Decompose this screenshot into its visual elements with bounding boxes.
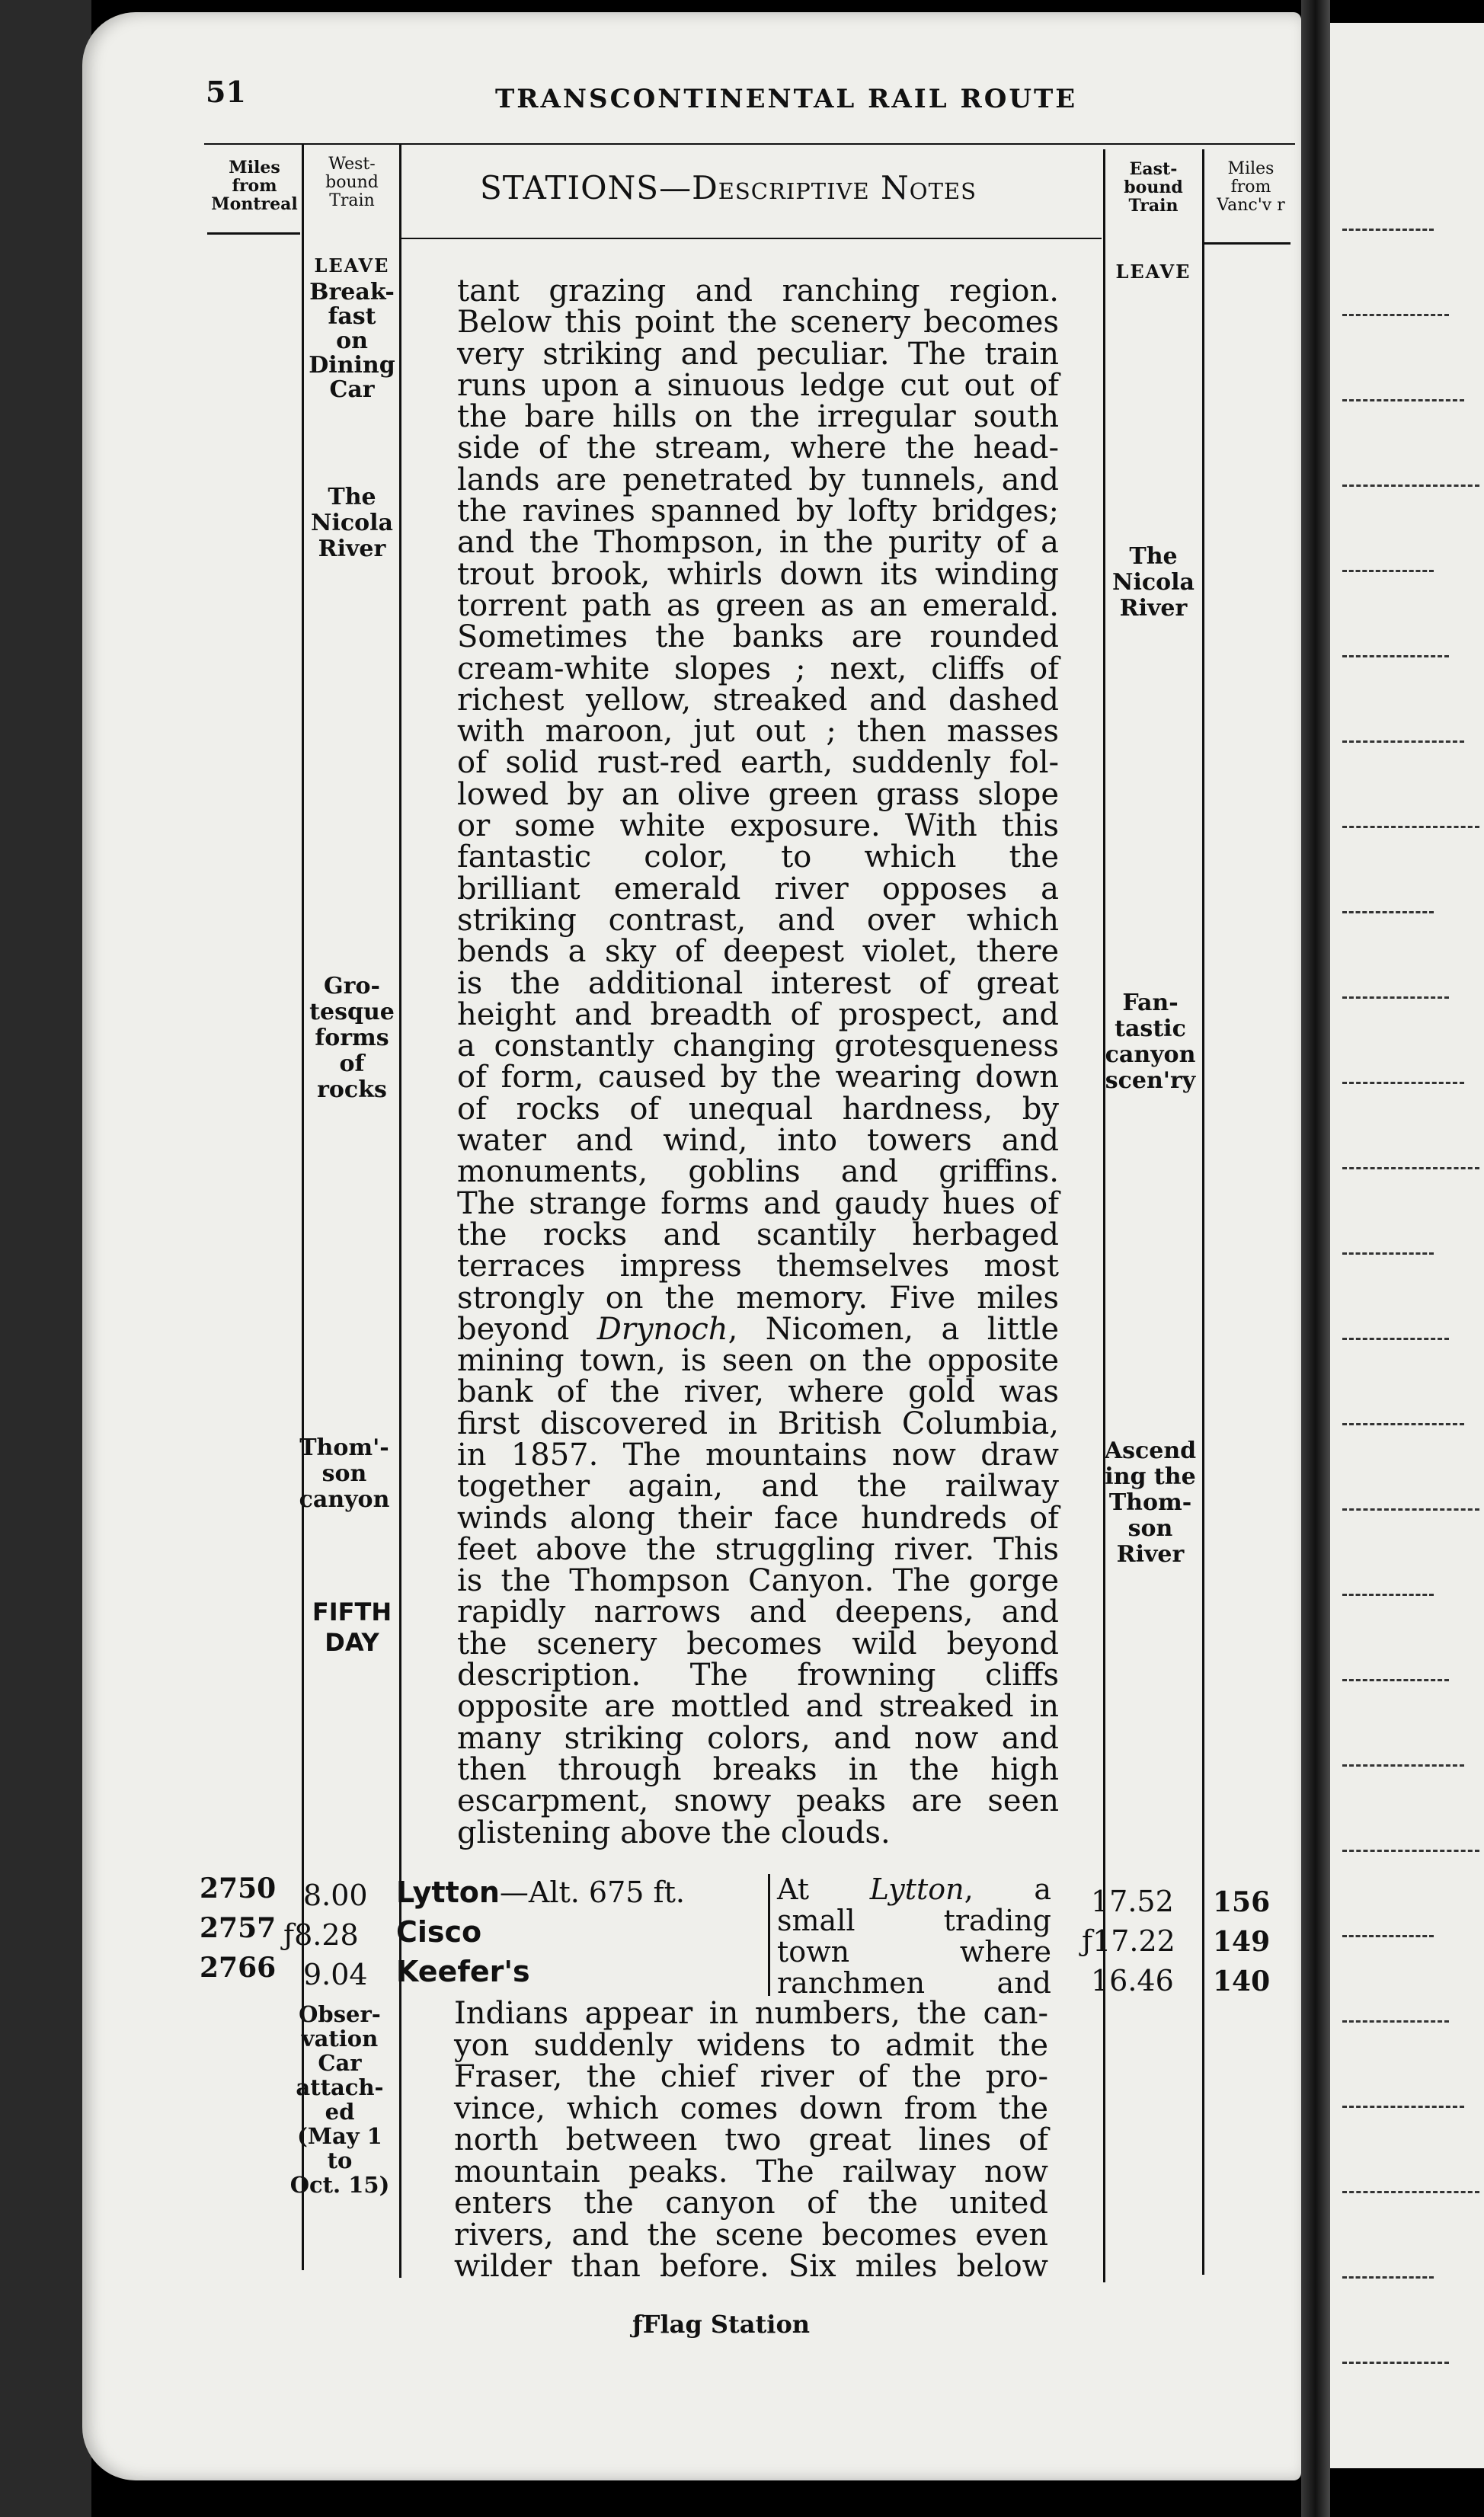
westbound-note-breakfast bbox=[305, 280, 399, 402]
bleed-dash bbox=[1342, 2106, 1464, 2110]
westbound-time-lytton: 8.00 bbox=[303, 1879, 368, 1912]
col-text: Miles bbox=[229, 158, 280, 178]
facing-page-edge bbox=[1330, 23, 1484, 2468]
col-eastbound-train bbox=[1106, 160, 1201, 215]
westbound-time-keefers: 9.04 bbox=[303, 1958, 368, 1991]
text-line: water and wind, into towers and bbox=[457, 1123, 1059, 1159]
note-line: forms bbox=[315, 1025, 389, 1051]
station-cisco bbox=[396, 1915, 481, 1949]
text-line: feet above the struggling river. This bbox=[457, 1531, 1059, 1567]
text-line: beyond Drynoch, Nicomen, a little bbox=[457, 1311, 1059, 1347]
bleed-dash bbox=[1342, 911, 1434, 916]
text-line: ranchmen and bbox=[777, 1966, 1051, 2000]
text-line: glistening above the clouds. bbox=[457, 1815, 891, 1850]
text-line: monuments, goblins and griffins. bbox=[457, 1154, 1059, 1190]
miles-vancouver-keefers: 140 bbox=[1213, 1965, 1271, 1997]
station-keefers bbox=[396, 1955, 530, 1988]
col-text: Montreal bbox=[211, 194, 298, 214]
page-number: 51 bbox=[206, 75, 246, 109]
col-text: bound bbox=[325, 173, 379, 192]
text-line: and the Thompson, in the purity of a bbox=[457, 525, 1059, 561]
note-line: The bbox=[1129, 543, 1178, 570]
col-text: from bbox=[1230, 178, 1271, 197]
note-line: DAY bbox=[325, 1628, 379, 1657]
column-rule-3 bbox=[1103, 149, 1105, 2282]
eastbound-note-ascending bbox=[1097, 1438, 1204, 1568]
text-line: bank of the river, where gold was bbox=[457, 1374, 1059, 1410]
bleed-dash bbox=[1342, 1167, 1479, 1172]
miles-montreal-lytton: 2750 bbox=[200, 1873, 277, 1905]
text-line: escarpment, snowy peaks are seen bbox=[457, 1783, 1059, 1819]
text-line: a constantly changing grotesqueness bbox=[457, 1028, 1059, 1064]
text-line: The strange forms and gaudy hues of bbox=[457, 1185, 1059, 1221]
text-line: height and breadth of prospect, and bbox=[457, 996, 1059, 1032]
note-line: on bbox=[336, 328, 368, 354]
note-line: Car bbox=[329, 376, 375, 403]
col-miles-from-vancouver bbox=[1205, 160, 1297, 215]
westbound-note-nicola bbox=[305, 485, 399, 562]
note-line: River bbox=[318, 536, 386, 562]
running-title: TRANSCONTINENTAL RAIL ROUTE bbox=[495, 84, 1078, 114]
book-spine bbox=[1301, 0, 1330, 2517]
bleed-dash bbox=[1342, 1338, 1449, 1342]
text-line: brilliant emerald river opposes a bbox=[457, 871, 1059, 907]
eastbound-time-lytton: 17.52 bbox=[1091, 1885, 1174, 1918]
col-text: West- bbox=[328, 155, 376, 174]
note-line: Break- bbox=[309, 279, 395, 305]
eastbound-leave: LEAVE bbox=[1115, 261, 1191, 283]
bleed-dash bbox=[1342, 740, 1464, 745]
westbound-note-observation-car bbox=[280, 2002, 399, 2197]
text-line: strongly on the memory. Five miles bbox=[457, 1280, 1059, 1316]
miles-montreal-keefers: 2766 bbox=[200, 1952, 277, 1984]
header-rule-miles-left bbox=[207, 232, 300, 235]
westbound-time-cisco: ƒ8.28 bbox=[283, 1918, 359, 1952]
bleed-dash bbox=[1342, 1935, 1434, 1940]
note-line: Dining bbox=[309, 352, 395, 379]
bleed-dash bbox=[1342, 1423, 1464, 1428]
descriptive-notes-continued bbox=[454, 1998, 1048, 2283]
note-line: vation bbox=[301, 2026, 379, 2052]
text-line: winds along their face hundreds of bbox=[457, 1500, 1059, 1536]
text-line: bends a sky of deepest violet, there bbox=[457, 934, 1059, 970]
miles-montreal-cisco: 2757 bbox=[200, 1912, 277, 1944]
note-line: attach- bbox=[296, 2074, 384, 2100]
bleed-dash bbox=[1342, 570, 1434, 574]
text-line: first discovered in British Columbia, bbox=[457, 1406, 1059, 1441]
scan-background-left bbox=[0, 0, 91, 2517]
note-line: ing the bbox=[1105, 1463, 1196, 1490]
text-line: the bare hills on the irregular south bbox=[457, 399, 1059, 435]
note-line: Obser- bbox=[299, 2001, 381, 2027]
text-line: town where bbox=[777, 1935, 1051, 1969]
col-text: from bbox=[232, 176, 277, 196]
text-line: very striking and peculiar. The train bbox=[457, 336, 1059, 372]
text-line: mountain peaks. The railway now bbox=[454, 2154, 1048, 2189]
text-line: striking contrast, and over which bbox=[457, 902, 1059, 938]
westbound-note-fifth-day bbox=[305, 1597, 399, 1658]
stations-heading-main: STATIONS— bbox=[480, 169, 692, 206]
note-line: The bbox=[328, 484, 376, 510]
bleed-dash bbox=[1342, 229, 1434, 233]
text-line: mining town, is seen on the opposite bbox=[457, 1343, 1059, 1379]
westbound-note-thomson bbox=[289, 1435, 399, 1513]
bleed-dash bbox=[1342, 399, 1464, 404]
bleed-dash bbox=[1342, 1679, 1449, 1684]
flag-station-footnote: ƒFlag Station bbox=[632, 2310, 811, 2339]
text-line: the scenery becomes wild beyond bbox=[457, 1626, 1059, 1661]
text-line: side of the stream, where the head- bbox=[457, 430, 1059, 466]
bleed-dash bbox=[1342, 1082, 1464, 1086]
note-line: Nicola bbox=[1112, 569, 1195, 596]
stations-heading bbox=[480, 169, 977, 206]
note-line: canyon bbox=[1105, 1041, 1196, 1068]
text-line: in 1857. The mountains now draw bbox=[457, 1437, 1059, 1473]
bleed-dash bbox=[1342, 485, 1479, 489]
station-name: Lytton bbox=[396, 1876, 500, 1909]
text-line: of rocks of unequal hardness, by bbox=[457, 1091, 1059, 1127]
text-line: the ravines spanned by lofty bridges; bbox=[457, 494, 1059, 529]
note-line: scen'ry bbox=[1105, 1067, 1196, 1094]
station-name: Cisco bbox=[396, 1915, 482, 1949]
note-line: Thom- bbox=[1108, 1489, 1192, 1516]
note-line: Gro- bbox=[324, 973, 380, 999]
text-line: together again, and the railway bbox=[457, 1469, 1059, 1505]
text-line: torrent path as green as an emerald. bbox=[457, 587, 1059, 623]
bleed-dash bbox=[1342, 314, 1449, 318]
note-line: (May 1 bbox=[297, 2123, 382, 2149]
note-line: son bbox=[321, 1460, 367, 1487]
text-line: vince, which comes down from the bbox=[454, 2090, 1048, 2126]
text-line: with maroon, jut out ; then masses bbox=[457, 714, 1059, 750]
note-line: tesque bbox=[309, 999, 395, 1025]
header-rule-miles-right bbox=[1204, 242, 1291, 245]
bleed-dash bbox=[1342, 1594, 1434, 1598]
col-westbound-train bbox=[305, 155, 399, 210]
text-line: many striking colors, and now and bbox=[457, 1720, 1059, 1756]
note-line: Fan- bbox=[1122, 990, 1179, 1016]
bleed-dash bbox=[1342, 1508, 1479, 1513]
text-line: lowed by an olive green grass slope bbox=[457, 776, 1059, 812]
text-line: the rocks and scantily herbaged bbox=[457, 1217, 1059, 1252]
col-text: Miles bbox=[1227, 159, 1275, 178]
westbound-leave: LEAVE bbox=[314, 254, 390, 277]
station-name: Keefer's bbox=[396, 1955, 530, 1988]
col-text: East- bbox=[1129, 159, 1178, 179]
note-line: FIFTH bbox=[312, 1598, 392, 1626]
text-line: then through breaks in the high bbox=[457, 1751, 1059, 1787]
col-text: Train bbox=[1128, 196, 1179, 216]
text-line: small trading bbox=[777, 1904, 1051, 1937]
eastbound-time-keefers: 16.46 bbox=[1091, 1964, 1174, 1997]
miles-vancouver-lytton: 156 bbox=[1213, 1886, 1271, 1918]
text-line: runs upon a sinuous ledge cut out of bbox=[457, 367, 1059, 403]
text-line: wilder than before. Six miles below bbox=[454, 2249, 1048, 2284]
bleed-dash bbox=[1342, 1764, 1464, 1769]
note-line: Ascend bbox=[1104, 1438, 1197, 1464]
lytton-note-rule bbox=[768, 1874, 770, 1996]
text-line: fantastic color, to which the bbox=[457, 840, 1059, 875]
text-line: enters the canyon of the united bbox=[454, 2186, 1048, 2221]
eastbound-note-nicola bbox=[1106, 544, 1201, 622]
text-line: richest yellow, streaked and dashed bbox=[457, 682, 1059, 718]
note-line: fast bbox=[328, 303, 376, 330]
note-line: of bbox=[339, 1051, 365, 1077]
text-line: is the additional interest of great bbox=[457, 965, 1059, 1001]
bleed-dash bbox=[1342, 2362, 1449, 2366]
station-lytton bbox=[396, 1876, 685, 1909]
text-line: rivers, and the scene becomes even bbox=[454, 2217, 1048, 2253]
note-line: canyon bbox=[299, 1486, 390, 1513]
text-line: yon suddenly widens to admit the bbox=[454, 2027, 1048, 2063]
text-line: Below this point the scenery becomes bbox=[457, 305, 1059, 341]
text-line: is the Thompson Canyon. The gorge bbox=[457, 1563, 1059, 1599]
column-rule-4 bbox=[1202, 149, 1204, 2275]
text-line: trout brook, whirls down its winding bbox=[457, 556, 1059, 592]
bleed-dash bbox=[1342, 655, 1449, 660]
note-line: ed bbox=[325, 2099, 355, 2125]
text-line: of form, caused by the wearing down bbox=[457, 1060, 1059, 1095]
westbound-note-grotesque bbox=[305, 974, 399, 1103]
note-line: rocks bbox=[317, 1076, 387, 1103]
text-line: tant grazing and ranching region. bbox=[457, 273, 1059, 309]
lytton-note bbox=[777, 1874, 1051, 1999]
header-rule-top bbox=[204, 143, 1295, 145]
text-line: cream-white slopes ; next, cliffs of bbox=[457, 651, 1059, 686]
bleed-dash bbox=[1342, 1850, 1479, 1854]
descriptive-notes bbox=[457, 273, 1059, 1850]
text-line: lands are penetrated by tunnels, and bbox=[457, 462, 1059, 497]
text-line: description. The frowning cliffs bbox=[457, 1658, 1059, 1693]
text-line: opposite are mottled and streaked in bbox=[457, 1689, 1059, 1725]
text-line: Sometimes the banks are rounded bbox=[457, 619, 1059, 655]
note-line: Oct. 15) bbox=[289, 2172, 390, 2198]
note-line: River bbox=[1119, 595, 1188, 622]
bleed-dash bbox=[1342, 2191, 1479, 2196]
note-line: Nicola bbox=[311, 510, 393, 536]
col-miles-from-montreal bbox=[207, 158, 302, 213]
bleed-dash bbox=[1342, 1252, 1434, 1257]
eastbound-note-fantastic bbox=[1097, 990, 1204, 1094]
text-line: At Lytton, a bbox=[777, 1873, 1051, 1906]
note-line: Thom'- bbox=[299, 1434, 389, 1461]
miles-vancouver-cisco: 149 bbox=[1213, 1926, 1271, 1958]
col-text: bound bbox=[1124, 178, 1183, 197]
header-rule-stations bbox=[401, 238, 1102, 239]
bleed-dash bbox=[1342, 2276, 1434, 2281]
text-line: of solid rust-red earth, suddenly fol- bbox=[457, 745, 1059, 781]
eastbound-time-cisco: ƒ17.22 bbox=[1082, 1924, 1175, 1958]
text-line: Fraser, the chief river of the pro- bbox=[454, 2059, 1048, 2094]
text-line: Indians appear in numbers, the can- bbox=[454, 1996, 1048, 2031]
text-line: terraces impress themselves most bbox=[457, 1249, 1059, 1284]
bleed-dash bbox=[1342, 996, 1449, 1001]
text-line: north between two great lines of bbox=[454, 2122, 1048, 2157]
text-line: or some white exposure. With this bbox=[457, 808, 1059, 844]
station-altitude: —Alt. 675 ft. bbox=[499, 1876, 685, 1909]
note-line: tastic bbox=[1115, 1015, 1186, 1042]
col-text: Vanc'v r bbox=[1217, 196, 1285, 215]
bleed-dash bbox=[1342, 2020, 1449, 2025]
bleed-dash bbox=[1342, 826, 1479, 830]
note-line: to bbox=[327, 2148, 353, 2173]
note-line: River bbox=[1116, 1541, 1185, 1568]
col-text: Train bbox=[329, 191, 375, 210]
note-line: Car bbox=[318, 2050, 362, 2076]
text-line: rapidly narrows and deepens, and bbox=[457, 1594, 1059, 1630]
note-line: son bbox=[1127, 1515, 1173, 1542]
stations-heading-rest: Descriptive Notes bbox=[692, 169, 977, 206]
